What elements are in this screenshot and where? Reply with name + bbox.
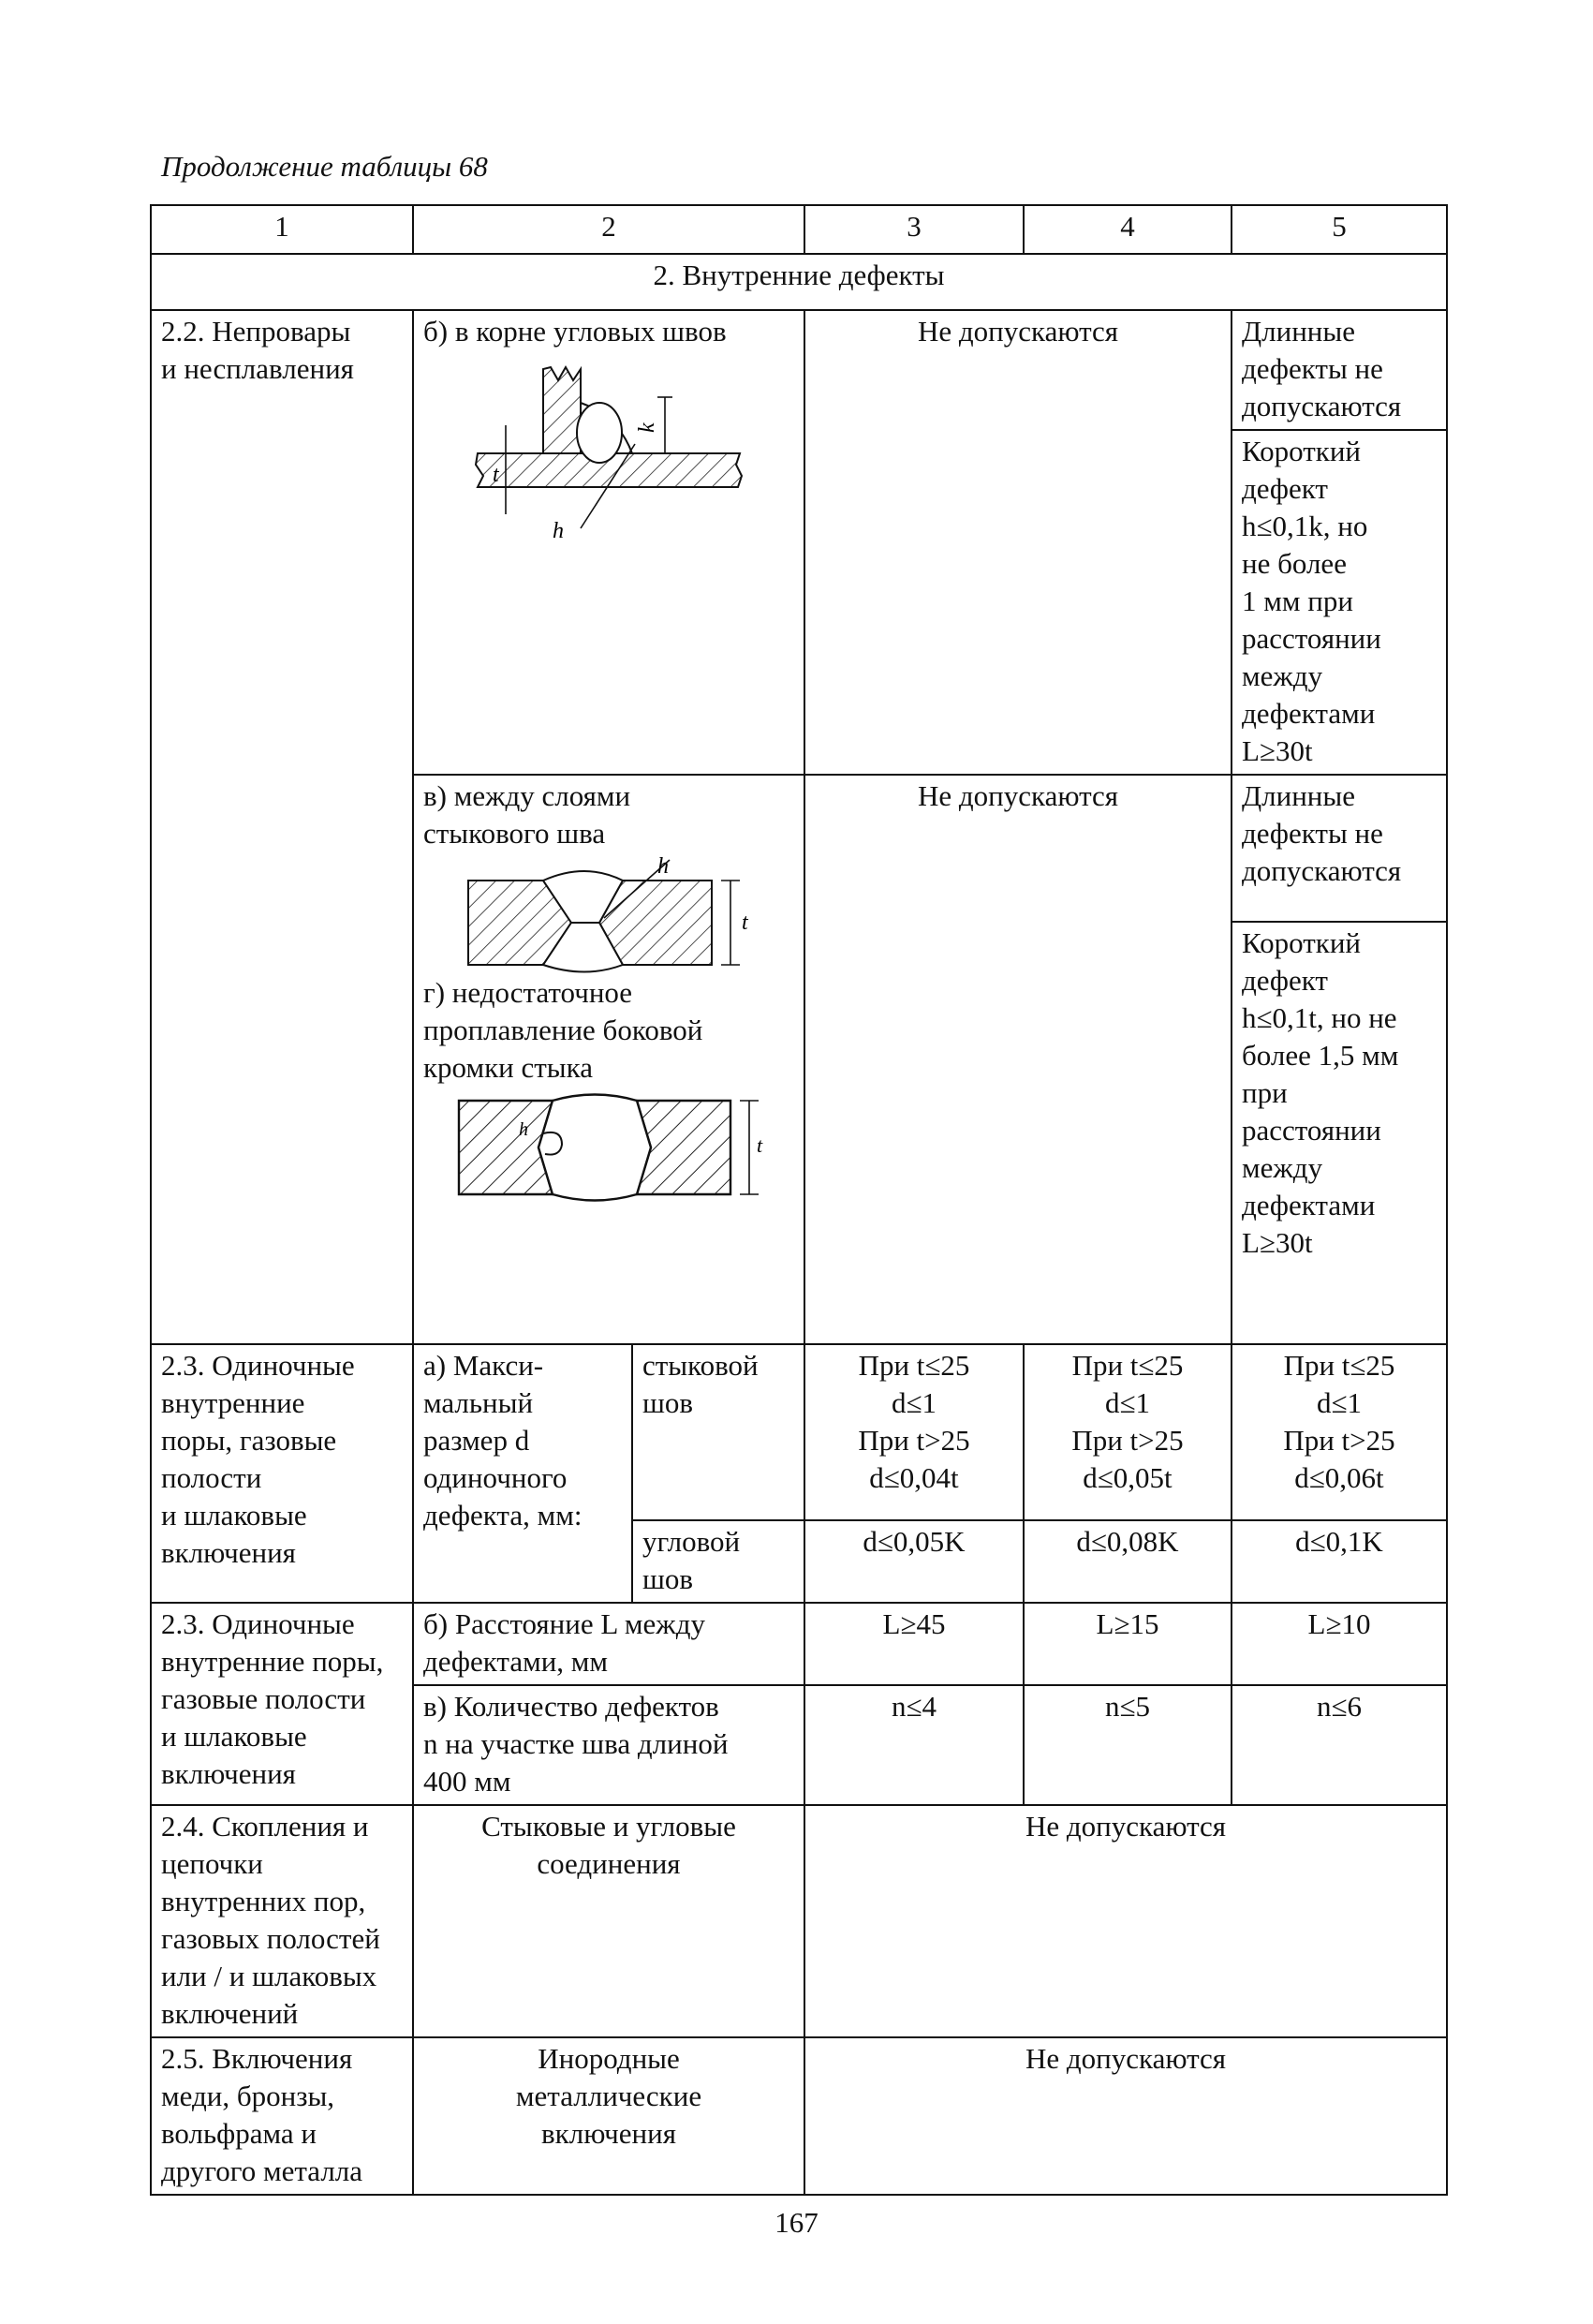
row-2-3b-item-v: в) Количество дефектов n на участке шва длиной 400 мм	[413, 1685, 804, 1805]
header-col-4: 4	[1024, 205, 1232, 254]
row-2-3b-name: 2.3. Одиночные внутренние поры, газовые полости и шлаковые включения	[151, 1603, 413, 1805]
row-2-4-joint: Стыковые и угловые соединения	[413, 1805, 804, 2037]
side-fusion-drawing	[440, 1087, 777, 1208]
row-2-4-name: 2.4. Скопления и цепочки внутренних пор, газовых полостей или / и шлаковых включений	[151, 1805, 413, 2037]
row-2-5-verdict: Не допускаются	[804, 2037, 1447, 2195]
header-col-3: 3	[804, 205, 1024, 254]
table-row	[151, 2037, 1447, 2195]
row-2-3b-value-v-4: n≤5	[1024, 1685, 1232, 1805]
row-2-3a-butt-value-5: При t≤25 d≤1 При t>25 d≤0,06t	[1232, 1344, 1447, 1520]
row-2-2-b-long: Длинные дефекты не допускаются	[1232, 310, 1447, 430]
row-2-2-vg-long: Длинные дефекты не допускаются	[1232, 775, 1447, 922]
h-label-2: h	[657, 854, 669, 879]
row-2-3a-butt-value-3: При t≤25 d≤1 При t>25 d≤0,04t	[804, 1344, 1024, 1520]
row-2-2-b-cell	[413, 310, 804, 775]
row-2-3b-value-v-5: n≤6	[1232, 1685, 1447, 1805]
row-2-3a-name: 2.3. Одиночные внутренние поры, газовые полости и шлаковые включения	[151, 1344, 413, 1603]
butt-interlayer-drawing	[450, 852, 768, 974]
row-2-3a-fillet-label: угловой шов	[632, 1520, 804, 1603]
t-label: t	[493, 463, 499, 487]
row-2-2-g-label: г) недостаточное проплавление боковой кромки стыка	[423, 976, 703, 1084]
row-2-5-name: 2.5. Включения меди, бронзы, вольфрама и другого металла	[151, 2037, 413, 2195]
row-2-2-vg-short: Короткий дефект h≤0,1t, но не более 1,5 мм при расстоянии между дефектами L≥30t	[1232, 922, 1447, 1344]
row-2-2-v-label: в) между слоями стыкового шва	[423, 779, 631, 850]
table-row	[151, 1603, 1447, 1685]
defects-table	[150, 204, 1448, 2196]
section-row	[151, 254, 1447, 310]
row-2-3b-value-b-3: L≥45	[804, 1603, 1024, 1685]
header-col-2: 2	[413, 205, 804, 254]
row-2-2-vg-cell	[413, 775, 804, 1344]
row-2-3a-butt-value-4: При t≤25 d≤1 При t>25 d≤0,05t	[1024, 1344, 1232, 1520]
h-label: h	[553, 519, 564, 543]
row-2-3a-fillet-value-5: d≤0,1K	[1232, 1520, 1447, 1603]
row-2-3a-item: а) Макси- мальный размер d одиночного дефекта, мм:	[413, 1344, 632, 1603]
k-label: k	[635, 422, 659, 433]
page-number: 167	[774, 2206, 819, 2239]
row-2-2-b-short: Короткий дефект h≤0,1k, но не более 1 мм при расстоянии между дефектами L≥30t	[1232, 430, 1447, 775]
table-row	[151, 310, 1447, 430]
row-2-3b-value-b-4: L≥15	[1024, 1603, 1232, 1685]
row-2-2-vg-verdict: Не допускаются	[804, 775, 1232, 1344]
row-2-5-joint: Инородные металлические включения	[413, 2037, 804, 2195]
row-2-2-b-label: б) в корне угловых швов	[423, 315, 727, 348]
row-2-2-name: 2.2. Непровары и несплавления	[151, 310, 413, 1344]
header-col-1: 1	[151, 205, 413, 254]
table-row	[151, 1344, 1447, 1520]
row-2-3b-value-b-5: L≥10	[1232, 1603, 1447, 1685]
t-label-3: t	[757, 1133, 763, 1157]
fillet-root-drawing	[440, 350, 777, 566]
table-caption: Продолжение таблицы 68	[161, 150, 488, 183]
h-label-3: h	[519, 1119, 528, 1140]
header-col-5: 5	[1232, 205, 1447, 254]
row-2-2-b-verdict: Не допускаются	[804, 310, 1232, 775]
row-2-3b-value-v-3: n≤4	[804, 1685, 1024, 1805]
row-2-3b-item-b: б) Расстояние L между дефектами, мм	[413, 1603, 804, 1685]
row-2-3a-butt-label: стыковой шов	[632, 1344, 804, 1520]
table-row	[151, 1805, 1447, 2037]
row-2-4-verdict: Не допускаются	[804, 1805, 1447, 2037]
header-row	[151, 205, 1447, 254]
row-2-3a-fillet-value-4: d≤0,08K	[1024, 1520, 1232, 1603]
row-2-3a-fillet-value-3: d≤0,05K	[804, 1520, 1024, 1603]
t-label-2: t	[742, 910, 748, 935]
section-title: 2. Внутренние дефекты	[151, 254, 1447, 310]
